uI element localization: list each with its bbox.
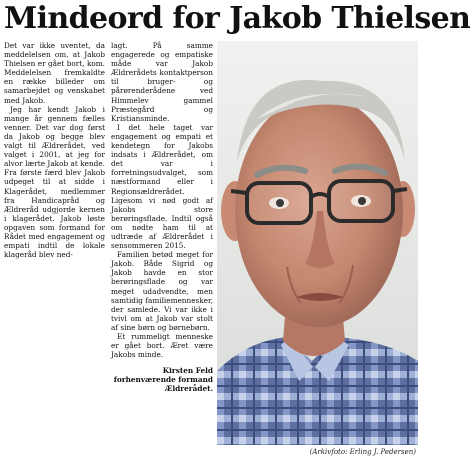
headline: Mindeord for Jakob Thielsen (4, 1, 470, 36)
signature-title: forhenværende formand (113, 375, 213, 385)
portrait-photo (217, 41, 418, 445)
portrait-illustration (217, 41, 418, 445)
signature-name: Kirsten Feld (162, 366, 213, 376)
paragraph: Et rummeligt menneske er gået bort. Æret være Jakobs minde. (111, 332, 213, 360)
paragraph: Familien betød meget for Jakob. Både Sigrid og Jakob havde en stor berøringsflade og var meget udadvendte, men samtidig familiemennesker, der samlede. Vi var ikke i tvivl om at Jakob var stolt af sine børn og børnebørn. (111, 250, 214, 332)
paragraph: Jeg har kendt Jakob i mange år gennem fælles venner. Det var dog først da Jakob og begge blev valgt til Ældrerådet, ved valget i 2001, at jeg for alvor lærte Jakob at kende. Fra første færd blev Jakob udpeget til at sidde i Klagerådet, medlemmer fra Handicapråd og Ældreråd udgjorde kernen i klagerådet. Jakob løste opgaven som formand for Rådet med engagement og empati indtil de lokale klageråd blev ned- (4, 104, 105, 260)
article-column-1 (4, 41, 105, 259)
signature-org: Ældrerådet. (164, 384, 213, 394)
paragraph: lagt. På samme engagerede og empatiske måde var Jakob Ældrerådets kontaktperson til bruger- og pårørenderådene ved Himmelev gammel Præstegård og Kristiansminde. (111, 41, 213, 123)
paragraph: I det hele taget var engagement og empati et kendetegn for Jakobs indsats i Ældrerådet, om det var i forretningsudvalget, som næstformand eller i Regionsældrerådet. Ligesom vi nød godt af Jakobs store berøringsflade. Indtil også om nødte ham til at udtræde af Ældrerådet i sensommeren 2015. (111, 122, 213, 251)
article-column-2 (111, 41, 213, 394)
paragraph: Det var ikke uventet, da meddelelsen om, at Jakob Thielsen er gået bort, kom. Meddelelsen fremkaldte en række billeder om samarbejdet og venskabet med Jakob. (4, 41, 105, 105)
photo-caption: (Arkivfoto: Erling J. Pedersen) (309, 448, 416, 456)
signature (111, 366, 213, 393)
